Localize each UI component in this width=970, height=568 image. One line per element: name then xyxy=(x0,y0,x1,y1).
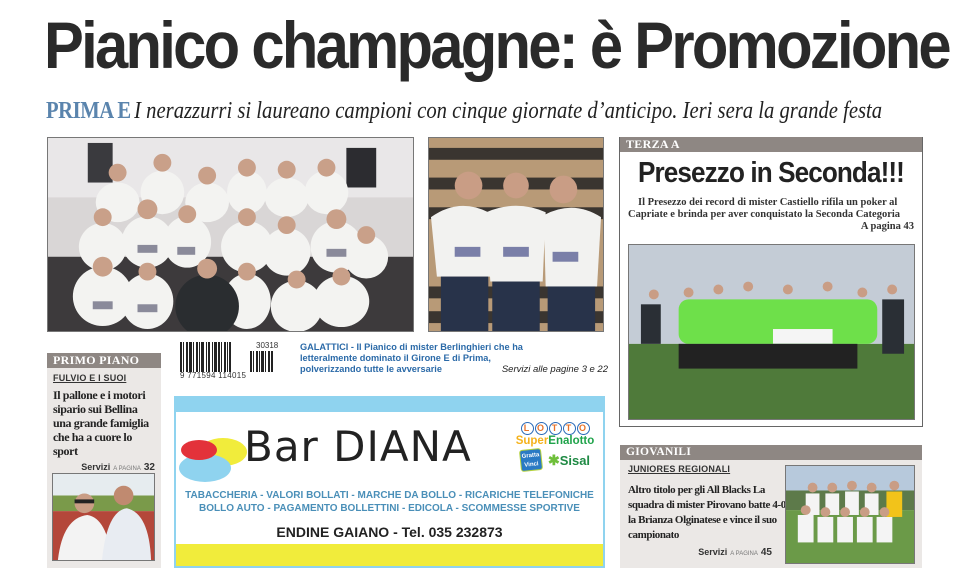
team-celebration-photo[interactable] xyxy=(47,137,414,332)
giovanili-page-ref[interactable] xyxy=(628,547,778,558)
two-men-track-photo[interactable] xyxy=(52,473,155,561)
gratta-e-vinci-logo-icon: Gratta Vinci xyxy=(519,448,543,472)
ad-top-band xyxy=(176,398,603,412)
three-men-promo-shirts-photo[interactable] xyxy=(428,137,604,332)
barcode-addon: 30318 xyxy=(256,341,279,350)
galattici-page-ref[interactable]: Servizi alle pagine 3 e 22 xyxy=(501,364,608,375)
barcode-addon-bars xyxy=(250,351,282,372)
a-pagina-label: A PAGINA xyxy=(113,466,141,472)
primo-piano-story[interactable]: Il pallone e i motori sipario sui Bellina una grande famiglia che ha a cuore lo sport xyxy=(53,388,149,458)
lotto-logo-icon: L O T T O xyxy=(506,422,604,435)
terza-a-body: Il Presezzo dei record di mister Castiello rifila un poker al Capriate e brinda per aver conquistato la Seconda Categoria xyxy=(628,197,901,220)
barcode-bars xyxy=(180,342,244,372)
lottery-logos xyxy=(506,422,604,471)
terza-a-page-ref[interactable]: A pagina 43 xyxy=(860,221,914,232)
terza-a-box xyxy=(619,137,923,427)
juniores-team-photo[interactable] xyxy=(785,465,915,564)
page-number: 32 xyxy=(143,462,155,473)
main-headline: Pianico champagne: è Promozione xyxy=(44,8,949,82)
giovanili-kicker: JUNIORES REGIONALI xyxy=(628,464,731,474)
subheadline-deck: I nerazzurri si laureano campioni con cinque giornate d’anticipo. Ieri sera la grande festa xyxy=(134,98,883,124)
a-pagina-label: A PAGINA xyxy=(730,551,758,557)
bar-diana-advertisement[interactable] xyxy=(174,396,605,568)
servizi-label: Servizi xyxy=(81,462,111,472)
galattici-text: GALATTICI - Il Pianico di mister Berlinghieri che ha letteralmente dominato il Girone E di Prima, polverizzando tutte le avversarie xyxy=(300,342,523,374)
ad-contact: ENDINE GAIANO - Tel. 035 232873 xyxy=(276,524,503,540)
servizi-label: Servizi xyxy=(698,547,728,557)
ad-bottom-band xyxy=(176,544,603,566)
ad-services-line-2: BOLLO AUTO - PAGAMENTO BOLLETTINI - EDICOLA - SCOMMESSE SPORTIVE xyxy=(199,502,580,514)
barcode xyxy=(180,342,282,380)
ad-services-line-1: TABACCHERIA - VALORI BOLLATI - MARCHE DA BOLLO - RICARICHE TELEFONICHE xyxy=(185,490,594,501)
subheadline xyxy=(46,96,882,126)
superenalotto-logo-icon: SuperEnalotto xyxy=(515,435,595,447)
primo-piano-box xyxy=(47,353,161,568)
primo-piano-kicker: FULVIO E I SUOI xyxy=(53,373,127,383)
primo-piano-page-ref[interactable] xyxy=(47,462,161,473)
subheadline-kicker: PRIMA E xyxy=(46,98,131,124)
giovanili-box xyxy=(620,445,922,568)
ad-brand-name: Bar DIANA xyxy=(244,422,472,471)
sisal-logo-icon: ✱Sisal xyxy=(547,451,591,468)
giovanili-story[interactable]: Altro titolo per gli All Blacks La squadra di mister Pirovano batte 4-0 la Brianza Olginatese e vince il suo campionato xyxy=(628,484,786,541)
section-label-giovanili: GIOVANILI xyxy=(620,445,922,460)
bar-diana-logo-icon xyxy=(179,436,249,482)
ad-services xyxy=(176,490,603,515)
barcode-digits: 9 771594 114015 xyxy=(180,371,247,380)
section-label-terza-a: TERZA A xyxy=(620,137,922,152)
terza-a-title[interactable]: Presezzo in Seconda!!! xyxy=(638,157,904,189)
section-label-primo-piano: PRIMO PIANO xyxy=(47,353,161,368)
galattici-caption xyxy=(300,342,608,375)
page-number: 45 xyxy=(760,547,772,558)
presezzo-team-flag-photo[interactable] xyxy=(628,244,915,420)
